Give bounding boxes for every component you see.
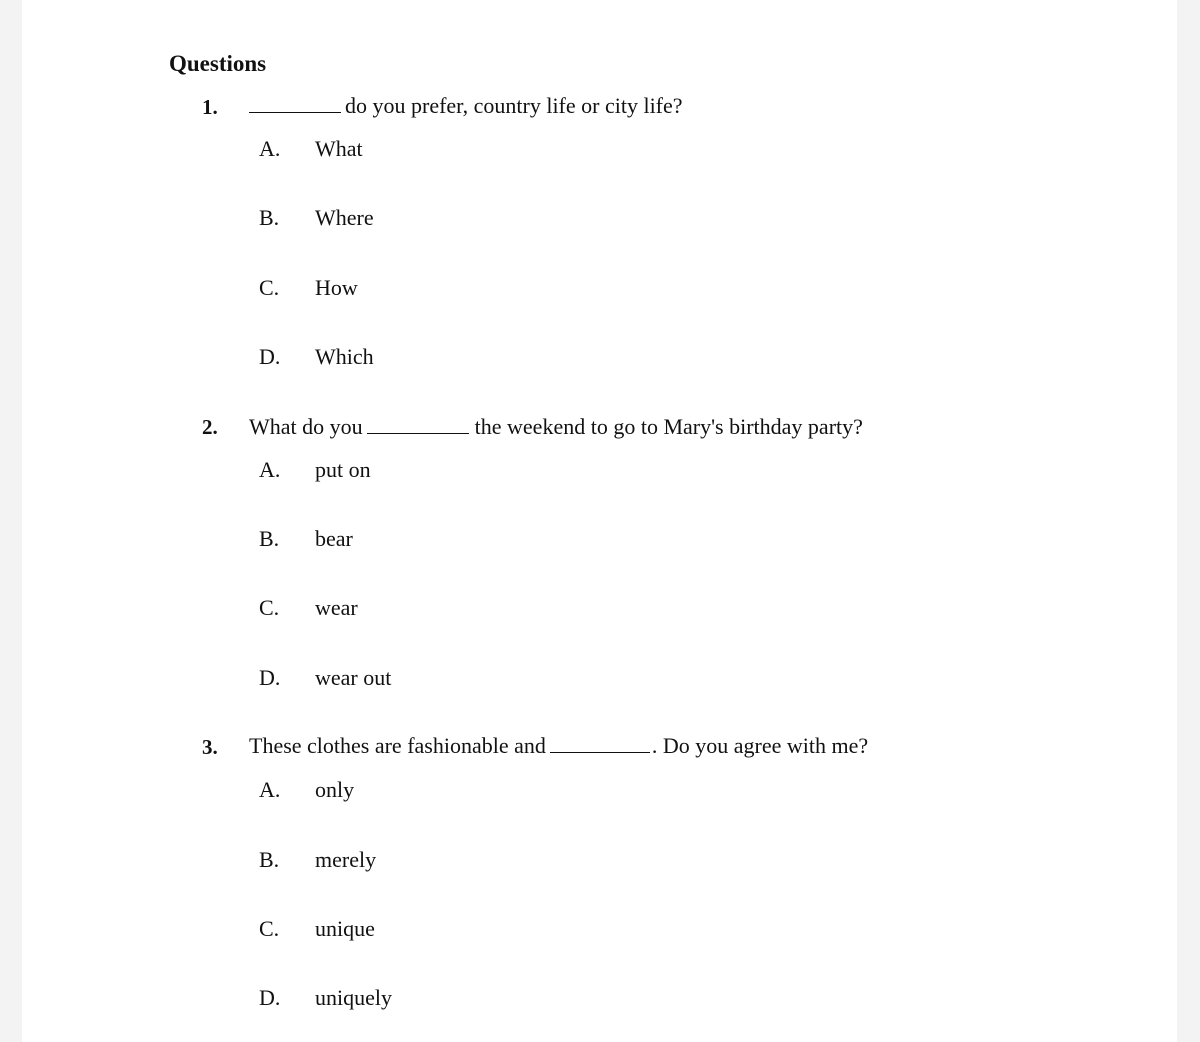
answer-blank xyxy=(550,751,650,753)
option-text: Where xyxy=(315,205,374,230)
option-letter: B. xyxy=(259,526,280,551)
option-letter: C. xyxy=(259,275,280,300)
option-letter: B. xyxy=(259,847,280,872)
question-number: 1. xyxy=(202,95,218,119)
option-text: unique xyxy=(315,916,375,941)
option-text: put on xyxy=(315,457,371,482)
option-letter: A. xyxy=(259,457,281,482)
option-text: wear out xyxy=(315,665,392,690)
document-page xyxy=(22,0,1177,1042)
question-text-after: do you prefer, country life or city life? xyxy=(345,93,683,118)
question-text xyxy=(249,93,683,119)
option-letter: C. xyxy=(259,595,280,620)
option-text: How xyxy=(315,275,358,300)
option-text: only xyxy=(315,777,355,802)
option-text: merely xyxy=(315,847,377,872)
option-letter: B. xyxy=(259,205,280,230)
question-number: 3. xyxy=(202,735,218,759)
option-text: Which xyxy=(315,344,374,369)
question-number: 2. xyxy=(202,415,218,439)
option-text: What xyxy=(315,136,363,161)
question-text-after: . Do you agree with me? xyxy=(651,733,869,758)
option-letter: D. xyxy=(259,665,281,690)
answer-blank xyxy=(367,432,469,434)
option-letter: C. xyxy=(259,916,280,941)
question-text xyxy=(249,414,863,440)
question-text xyxy=(249,733,868,759)
option-letter: A. xyxy=(259,777,281,802)
option-letter: D. xyxy=(259,344,281,369)
option-letter: D. xyxy=(259,985,281,1010)
option-text: wear xyxy=(315,595,358,620)
option-text: bear xyxy=(315,526,353,551)
option-letter: A. xyxy=(259,136,281,161)
answer-blank xyxy=(249,111,341,113)
page-title: Questions xyxy=(169,51,267,76)
question-text-before: These clothes are fashionable and xyxy=(249,733,546,758)
question-text-after: the weekend to go to Mary's birthday party? xyxy=(474,414,863,439)
option-text: uniquely xyxy=(315,985,392,1010)
question-text-before: What do you xyxy=(249,414,363,439)
